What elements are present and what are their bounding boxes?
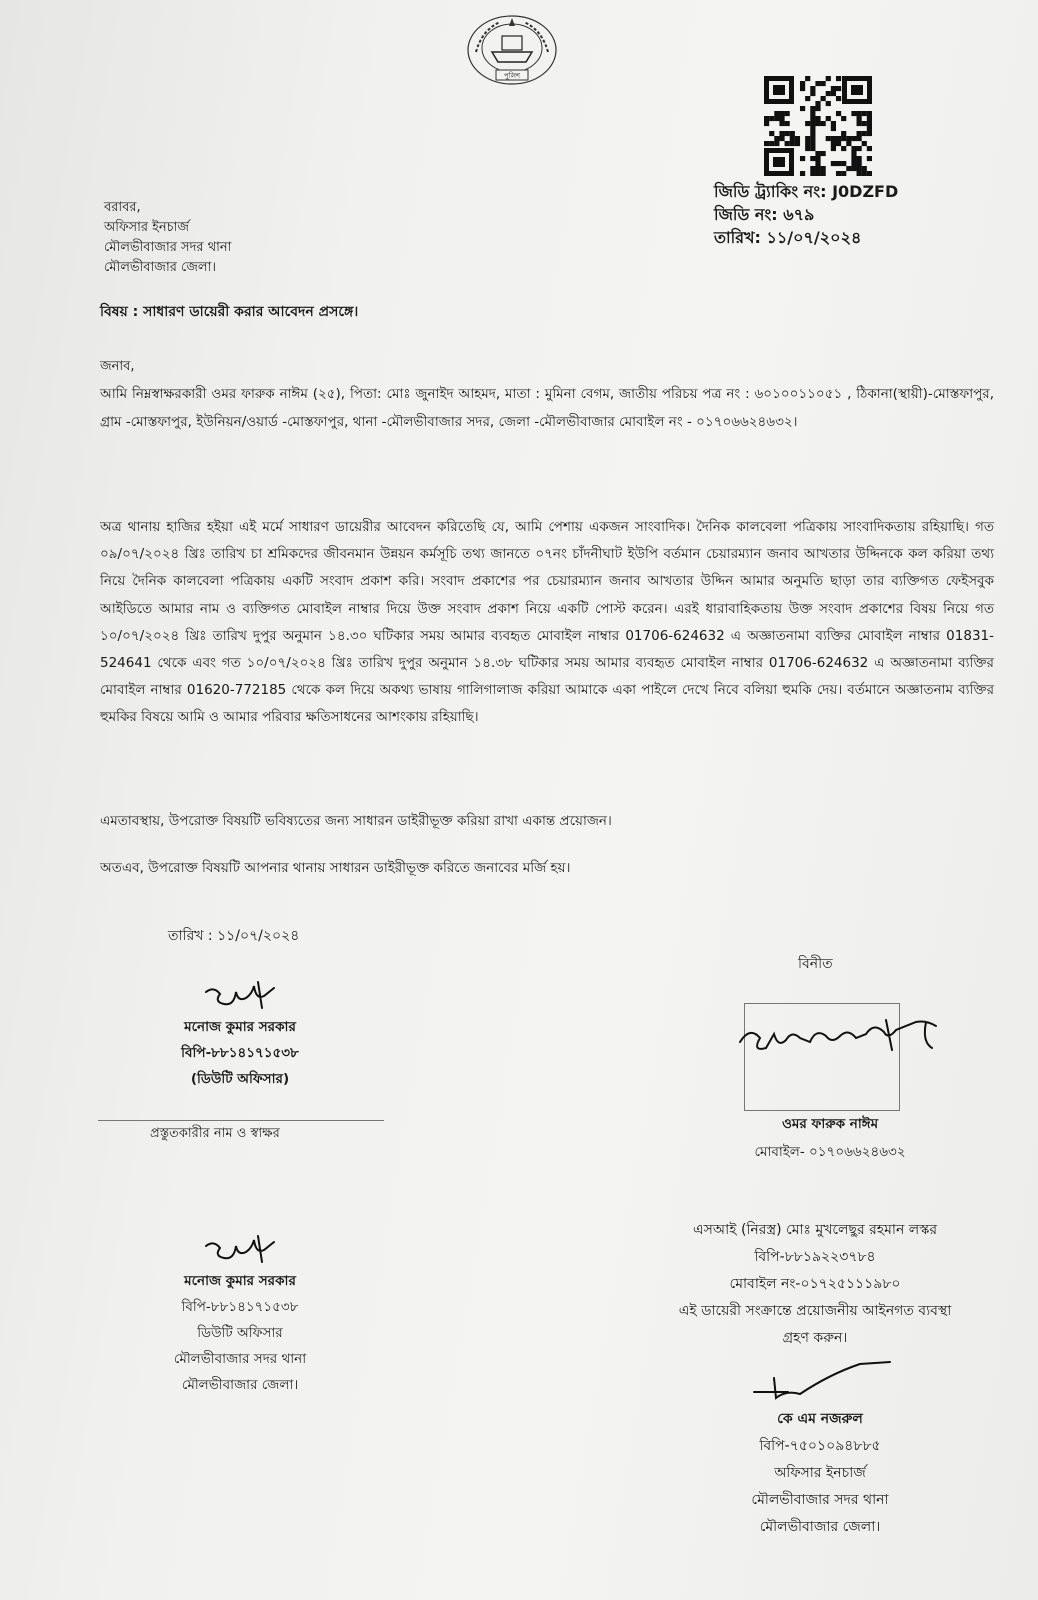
recipient-line: মৌলভীবাজার জেলা।	[104, 260, 217, 275]
duty-officer-role: ডিউটি অফিসার	[197, 1325, 283, 1341]
gd-date: তারিখ: ১১/০৭/২০২৪	[714, 228, 862, 247]
oc-district: মৌলভীবাজার জেলা।	[759, 1519, 881, 1535]
recipient-line: মৌলভীবাজার সদর থানা	[104, 240, 232, 255]
si-endorsement-block	[640, 1217, 990, 1352]
duty-officer-role: (ডিউটি অফিসার)	[190, 1071, 290, 1087]
preparer-caption: প্রস্তুতকারীর নাম ও স্বাক্ষর	[150, 1126, 280, 1141]
duty-officer-signature	[200, 978, 280, 1012]
officer-in-charge-block	[700, 1406, 940, 1541]
incident-paragraph: অত্র থানায় হাজির হইয়া এই মর্মে সাধারণ ডায়েরীর আবেদন করিতেছি যে, আমি পেশায় একজন সাংবাদিক। দৈনিক কালবেলা পত্রিকায় সাংবাদিকতায় রহিয়াছি। গত ০৯/০৭/২০২৪ খ্রিঃ তারিখ চা শ্রমিকদের জীবনমান উন্নয়ন কর্মসূচি তথ্য জানতে ০৭নং চাঁদনীঘাট ইউপি বর্তমান চেয়ারম্যান জনাব আখতার উদ্দিনকে কল করিয়া তথ্য নিয়ে দৈনিক কালবেলা পত্রিকায় একটি সংবাদ প্রকাশ করি। সংবাদ প্রকাশের পর চেয়ারম্যান জনাব আখতার উদ্দিন আমার অনুমতি ছাড়া তার ব্যক্তিগত ফেইসবুক আইডিতে আমার নাম ও ব্যক্তিগত মোবাইল নাম্বার দিয়ে উক্ত সংবাদ প্রকাশ নিয়ে একটি পোস্ট করেন। এরই ধারাবাহিকতায় উক্ত সংবাদ প্রকাশের বিষয় নিয়ে গত ১০/০৭/২০২৪ খ্রিঃ তারিখ দুপুর অনুমান ১৪.৩০ ঘটিকার সময় আমার ব্যবহৃত মোবাইল নাম্বার 01706-624632 এ অজ্ঞাতনামা ব্যক্তির মোবাইল নাম্বার 01831-524641 থেকে এবং গত ১০/০৭/২০২৪ খ্রিঃ তারিখ দুপুর অনুমান ১৪.৩৮ ঘটিকার সময় আমার ব্যবহৃত মোবাইল নাম্বার 01706-624632 এ অজ্ঞাতনামা ব্যক্তির মোবাইল নাম্বার 01620-772185 থেকে কল দিয়ে অকথ্য ভাষায় গালিগালাজ করিয়া আমাকে একা পাইলে দেখে নিবে বলিয়া হুমকি দেয়। বর্তমানে অজ্ঞাতনাম ব্যক্তির হুমকির বিষয়ে আমি ও আমার পরিবার ক্ষতিসাধনের আশংকায় রহিয়াছি।	[100, 519, 994, 726]
duty-officer-bp: বিপি-৮৮১৪১৭১৫৩৮	[181, 1299, 299, 1315]
oc-station: মৌলভীবাজার সদর থানা	[751, 1492, 889, 1508]
application-date: তারিখ : ১১/০৭/২০২৪	[168, 928, 300, 944]
applicant-identity-paragraph: আমি নিম্নস্বাক্ষরকারী ওমর ফারুক নাঈম (২৫), পিতা: মোঃ জুনাইদ আহমদ, মাতা : মুমিনা বেগম, জাতীয় পরিচয় পত্র নং : ৬০১০০১১০৫১ , ঠিকানা(স্থায়ী)-মোস্তফাপুর, গ্রাম -মোস্তফাপুর, ইউনিয়ন/ওয়ার্ড -মোস্তফাপুর, থানা -মৌলভীবাজার সদর, জেলা -মৌলভীবাজার মোবাইল নং - ০১৭০৬৬২৪৬৩২।	[100, 386, 994, 430]
applicant-block	[720, 1110, 940, 1166]
request-paragraph: এমতাবস্থায়, উপরোক্ত বিষয়টি ভবিষ্যতের জন্য সাধারন ডাইরীভূক্ত করিয়া রাখা একান্ত প্রয়োজন।	[100, 813, 612, 829]
oc-bp: বিপি-৭৫০১০৯৪৮৮৫	[759, 1438, 881, 1454]
si-instruction: এই ডায়েরী সংক্রান্তে প্রয়োজনীয় আইনগত ব্যবস্থা	[678, 1303, 952, 1319]
applicant-mobile: মোবাইল- ০১৭০৬৬২৪৬৩২	[754, 1144, 906, 1160]
duty-officer-name: মনোজ কুমার সরকার	[184, 1273, 296, 1289]
emblem-label: পুলিশ	[503, 72, 521, 80]
salutation: জনাব,	[100, 359, 135, 374]
duty-officer-signature	[200, 1232, 280, 1266]
oc-name: কে এম নজরুল	[777, 1411, 863, 1427]
gd-info	[714, 180, 898, 249]
si-instruction-end: গ্রহণ করুন।	[782, 1330, 848, 1346]
applicant-signature	[736, 1012, 986, 1062]
closing-word: বিনীত	[798, 956, 833, 972]
officer-in-charge-signature	[750, 1356, 900, 1406]
duty-officer-block-top	[150, 1014, 330, 1092]
recipient-address	[104, 198, 231, 278]
gd-number: জিডি নং: ৬৭৯	[714, 205, 815, 224]
qr-code	[764, 76, 872, 176]
closing-paragraph: অতএব, উপরোক্ত বিষয়টি আপনার থানায় সাধারন ডাইরীভূক্ত করিতে জনাবের মর্জি হয়।	[100, 860, 571, 876]
duty-officer-block-bottom	[130, 1268, 350, 1398]
divider	[98, 1120, 384, 1121]
si-bp: বিপি-৮৮১৯২২৩৭৮৪	[754, 1249, 876, 1265]
gd-tracking-number: জিডি ট্র্যাকিং নং: J0DZFD	[714, 182, 899, 201]
recipient-line: অফিসার ইনচার্জ	[104, 220, 190, 235]
oc-role: অফিসার ইনচার্জ	[774, 1465, 866, 1481]
duty-officer-district: মৌলভীবাজার জেলা।	[181, 1377, 299, 1393]
recipient-line: বরাবর,	[104, 200, 141, 215]
si-mobile: মোবাইল নং-০১৭২৫১১১৯৮০	[729, 1276, 901, 1292]
subject-line: বিষয় : সাধারণ ডায়েরী করার আবেদন প্রসঙ্গে।	[100, 304, 359, 320]
duty-officer-bp: বিপি-৮৮১৪১৭১৫৩৮	[181, 1045, 299, 1061]
duty-officer-name: মনোজ কুমার সরকার	[184, 1019, 296, 1035]
si-name: এসআই (নিরস্ত্র) মোঃ মুখলেছুর রহমান লস্কর	[692, 1222, 938, 1238]
applicant-name: ওমর ফারুক নাঈম	[781, 1116, 879, 1132]
duty-officer-station: মৌলভীবাজার সদর থানা	[173, 1351, 307, 1367]
police-emblem-icon	[462, 12, 562, 88]
